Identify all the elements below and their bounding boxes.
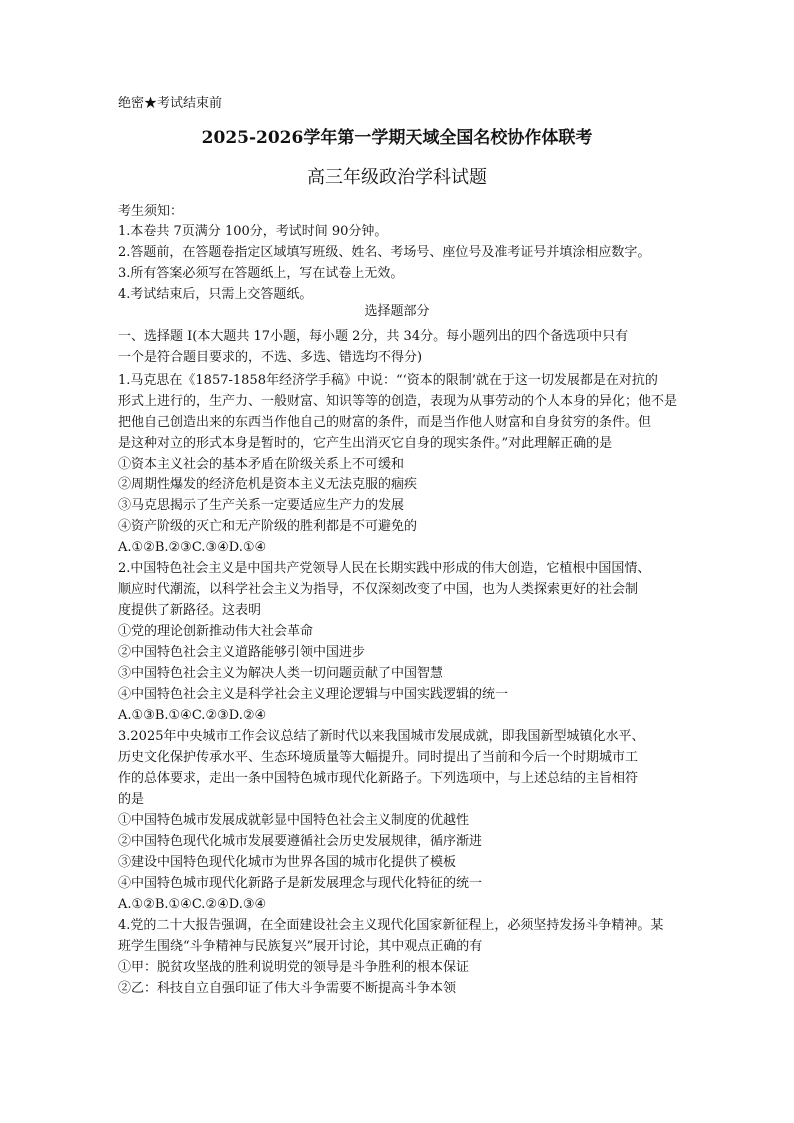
question-option: ④资产阶级的灭亡和无产阶级的胜利都是不可避免的: [118, 519, 418, 534]
question-option: ③马克思揭示了生产关系一定要适应生产力的发展: [118, 498, 405, 513]
notice-item: 3.所有答案必须写在答题纸上，写在试卷上无效。: [118, 266, 404, 281]
question-stem-line: 度提供了新路径。这表明: [118, 603, 262, 618]
notice-item: 4.考试结束后，只需上交答题纸。: [118, 287, 313, 302]
question-choices: A.①②B.①④C.②④D.③④: [118, 897, 267, 912]
question-choices: A.①③B.①④C.②③D.②④: [118, 708, 267, 723]
question-stem-line: 班学生围绕“斗争精神与民族复兴”展开讨论，其中观点正确的有: [118, 939, 483, 954]
section-instruction: 一个是符合题目要求的，不选、多选、错选均不得分): [118, 350, 423, 365]
question-option: ①中国特色城市发展成就彰显中国特色社会主义制度的优越性: [118, 813, 470, 828]
question-option: ②乙：科技自立自强印证了伟大斗争需要不断提高斗争本领: [118, 981, 457, 996]
question-option: ②中国特色社会主义道路能够引领中国进步: [118, 645, 366, 660]
notice-item: 1.本卷共 7页满分 100分，考试时间 90分钟。: [118, 224, 388, 239]
question-option: ①甲：脱贫攻坚战的胜利说明党的领导是斗争胜利的根本保证: [118, 960, 470, 975]
question-option: ②中国特色现代化城市发展要遵循社会历史发展规律，循序渐进: [118, 834, 483, 849]
notice-item: 2.答题前，在答题卷指定区域填写班级、姓名、考场号、座位号及准考证号并填涂相应数字。: [118, 245, 651, 260]
question-stem-line: 的是: [118, 792, 145, 807]
question-option: ①资本主义社会的基本矛盾在阶级关系上不可缓和: [118, 457, 405, 472]
question-option: ②周期性爆发的经济危机是资本主义无法克服的痼疾: [118, 477, 418, 492]
question-option: ③中国特色社会主义为解决人类一切问题贡献了中国智慧: [118, 666, 444, 681]
question-option: ③建设中国特色现代化城市为世界各国的城市化提供了模板: [118, 855, 457, 870]
exam-title: 2025-2026学年第一学期天域全国名校协作体联考: [201, 128, 593, 148]
question-stem-line: 4.党的二十大报告强调，在全面建设社会主义现代化国家新征程上，必须坚持发扬斗争精神。某: [118, 918, 664, 933]
section-title: 选择题部分: [364, 304, 430, 319]
question-stem-line: 是这种对立的形式本身是暂时的，它产生出消灭它自身的现实条件。”对此理解正确的是: [118, 436, 613, 451]
question-stem-line: 形式上进行的，生产力、一般财富、知识等等的创造，表现为从事劳动的个人本身的异化；他不是: [118, 394, 678, 409]
confidential-label: 绝密★考试结束前: [118, 96, 223, 111]
question-option: ①党的理论创新推动伟大社会革命: [118, 624, 314, 639]
question-option: ④中国特色城市现代化新路子是新发展理念与现代化特征的统一: [118, 876, 483, 891]
question-stem-line: 把他自己创造出来的东西当作他自己的财富的条件，而是当作他人财富和自身贫穷的条件。但: [118, 415, 652, 430]
question-choices: A.①②B.②③C.③④D.①④: [118, 540, 267, 555]
section-instruction: 一、选择题 I(本大题共 17小题，每小题 2分，共 34分。每小题列出的四个备选项中只有: [118, 329, 629, 344]
exam-subtitle: 高三年级政治学科试题: [307, 167, 487, 188]
question-stem-line: 历史文化保护传承水平、生态环境质量等大幅提升。同时提出了当前和今后一个时期城市工: [118, 750, 639, 765]
question-stem-line: 2.中国特色社会主义是中国共产党领导人民在长期实践中形成的伟大创造，它植根中国国情、: [118, 561, 651, 576]
question-option: ④中国特色社会主义是科学社会主义理论逻辑与中国实践逻辑的统一: [118, 687, 509, 702]
question-stem-line: 3.2025年中央城市工作会议总结了新时代以来我国城市发展成就，即我国新型城镇化水平、: [118, 729, 645, 744]
question-stem-line: 1.马克思在《1857-1858年经济学手稿》中说：“‘资本的限制’就在于这一切发展都是在对抗的: [118, 373, 658, 388]
question-stem-line: 顺应时代潮流，以科学社会主义为指导，不仅深刻改变了中国，也为人类探索更好的社会制: [118, 582, 639, 597]
question-stem-line: 作的总体要求，走出一条中国特色城市现代化新路子。下列选项中，与上述总结的主旨相符: [118, 771, 639, 786]
notice-heading: 考生须知：: [118, 204, 184, 219]
